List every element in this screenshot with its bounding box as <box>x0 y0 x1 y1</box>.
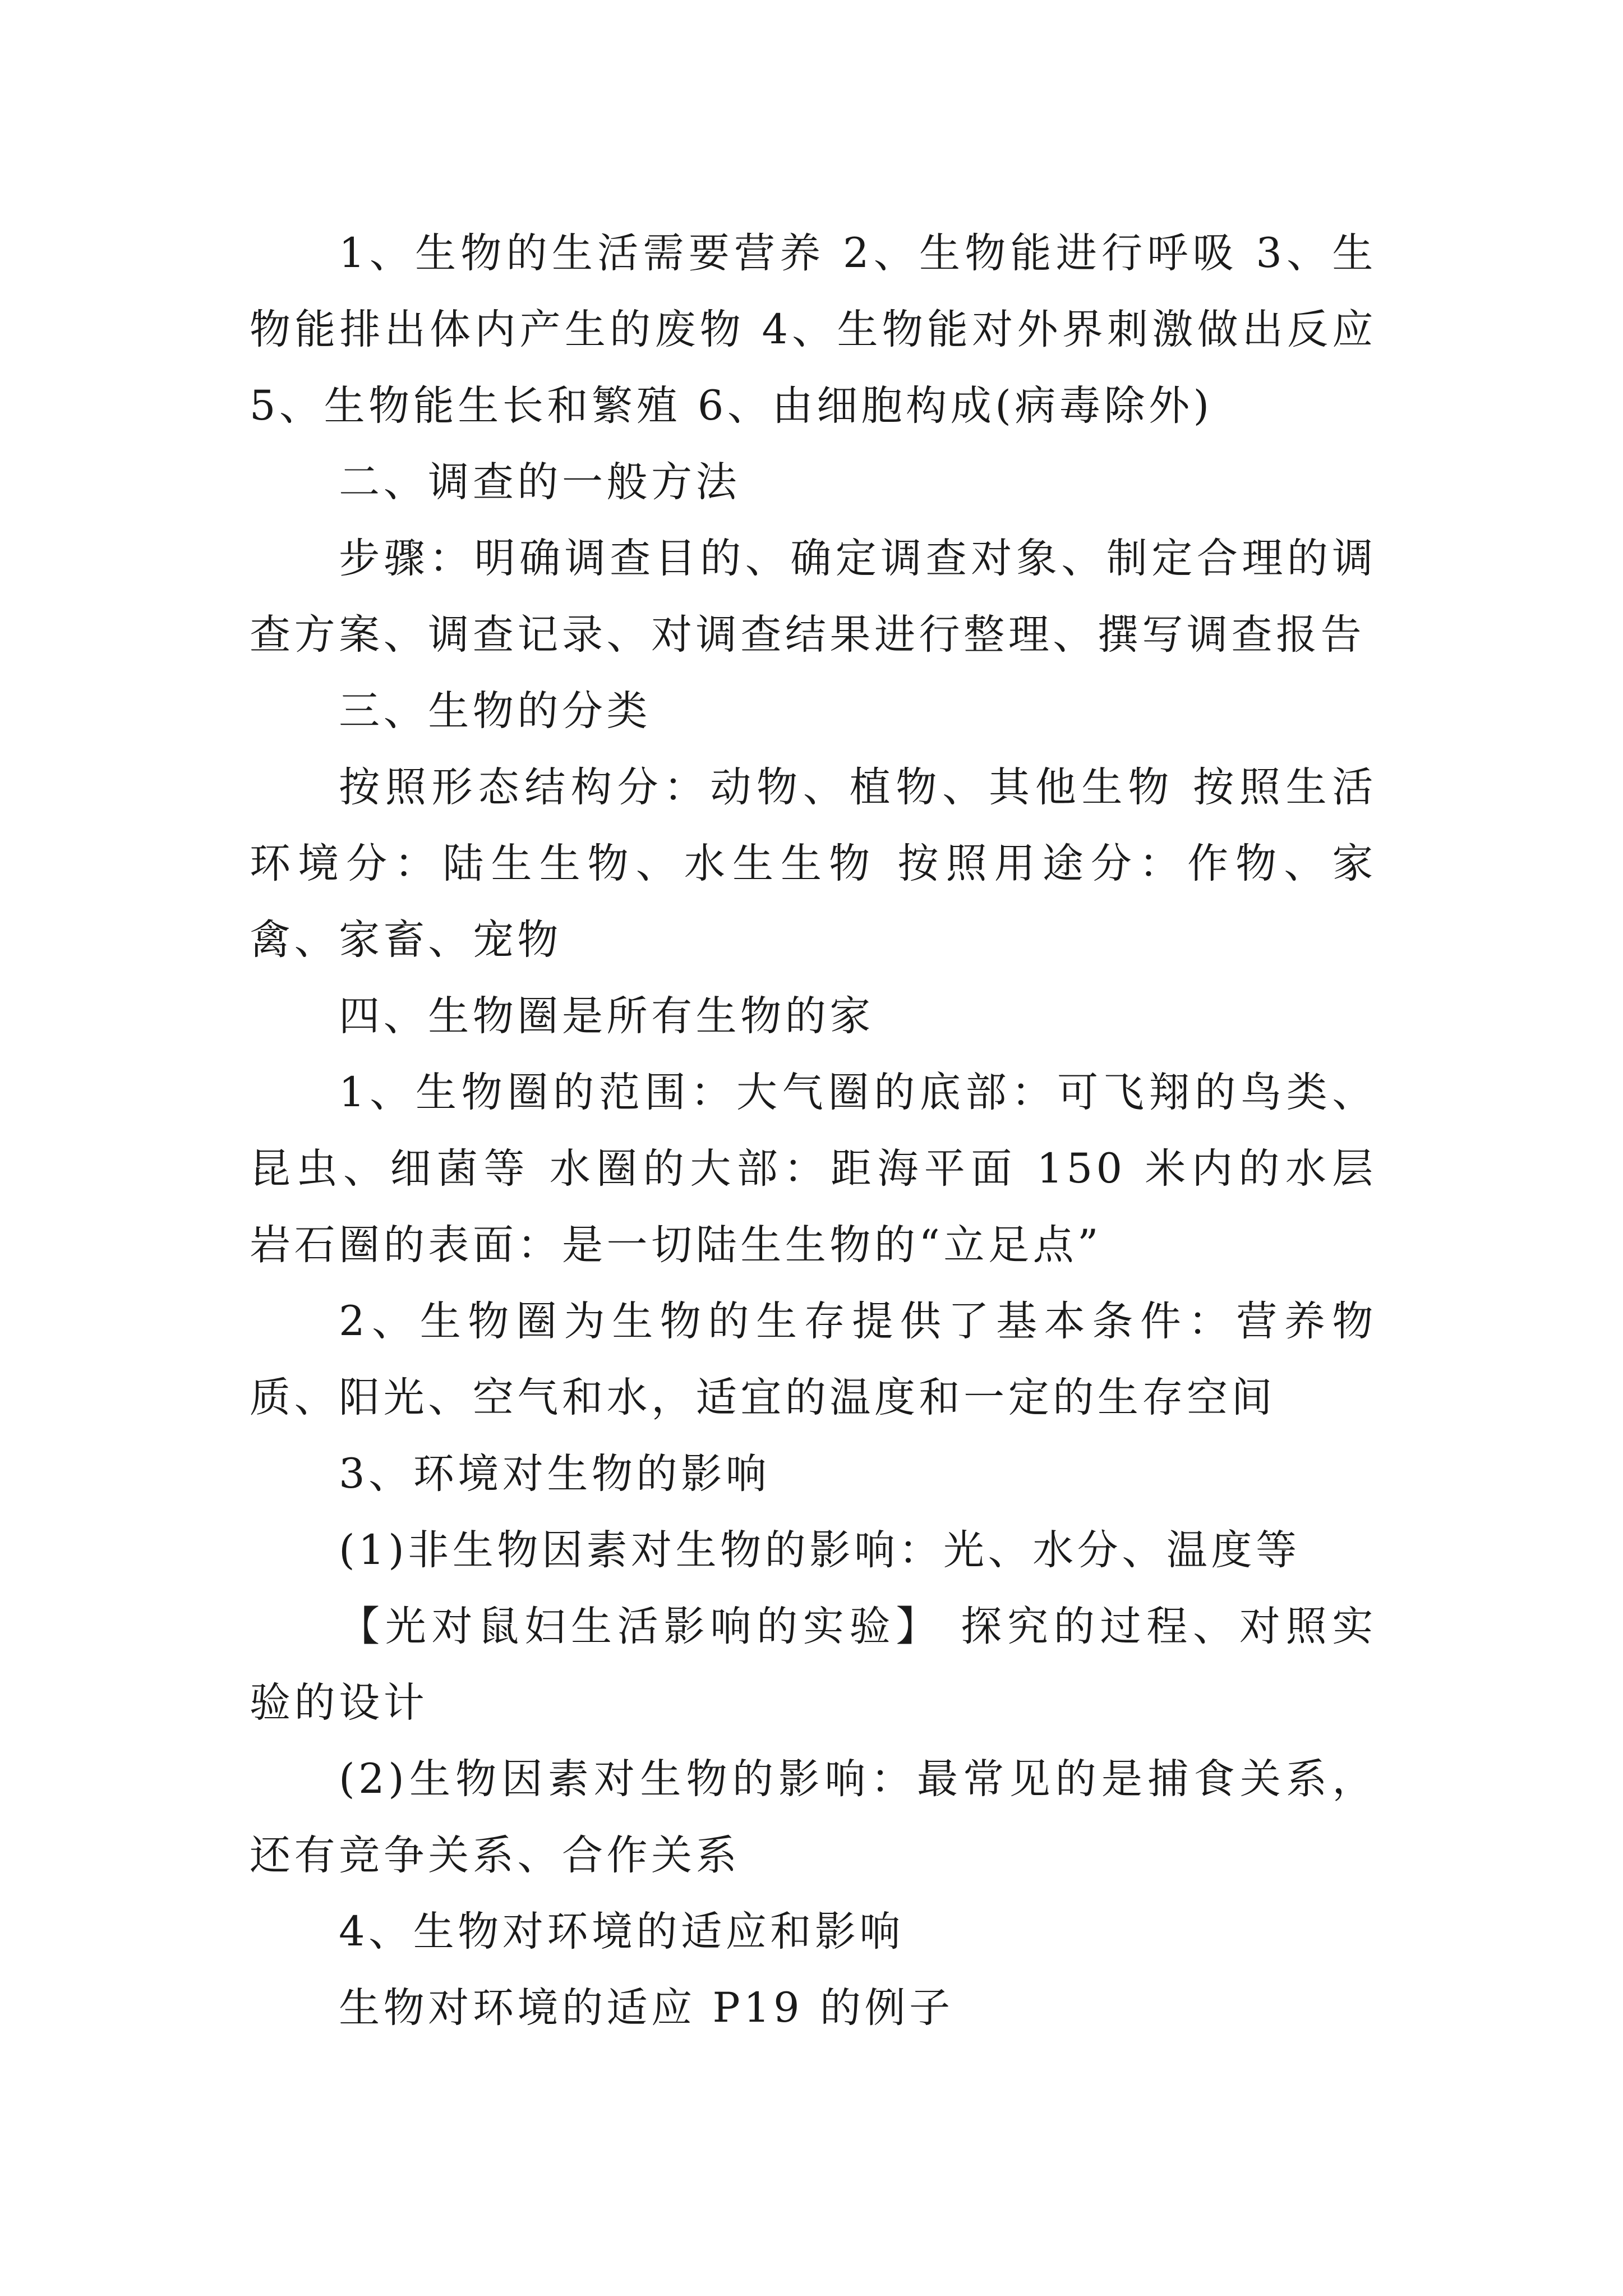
paragraph-biosphere-range: 1、生物圈的范围：大气圈的底部：可飞翔的鸟类、昆虫、细菌等 水圈的大部：距海平面 150 米内的水层 岩石圈的表面：是一切陆生生物的“立足点” <box>250 1069 1377 1269</box>
paragraph-biotic-factors: (2)生物因素对生物的影响：最常见的是捕食关系，还有竞争关系、合作关系 <box>250 1755 1377 1879</box>
document-body <box>250 215 1377 2046</box>
heading-classification: 三、生物的分类 <box>339 687 652 735</box>
paragraph-characteristics: 1、生物的生活需要营养 2、生物能进行呼吸 3、生物能排出体内产生的废物 4、生物能对外界刺激做出反应 5、生物能生长和繁殖 6、由细胞构成(病毒除外) <box>250 229 1377 430</box>
heading-biosphere: 四、生物圈是所有生物的家 <box>339 992 874 1040</box>
heading-environment-effect: 3、环境对生物的影响 <box>339 1450 771 1498</box>
heading-adaptation: 4、生物对环境的适应和影响 <box>339 1908 904 1955</box>
paragraph-survey-steps: 步骤：明确调查目的、确定调查对象、制定合理的调查方案、调查记录、对调查结果进行整理、撰写调查报告 <box>250 535 1377 659</box>
heading-survey-method: 二、调查的一般方法 <box>339 458 741 506</box>
paragraph-adaptation-example: 生物对环境的适应 P19 的例子 <box>339 1984 954 2032</box>
paragraph-classification: 按照形态结构分：动物、植物、其他生物 按照生活环境分：陆生生物、水生生物 按照用途分：作物、家禽、家畜、宠物 <box>250 763 1377 964</box>
paragraph-abiotic-factors: (1)非生物因素对生物的影响：光、水分、温度等 <box>339 1526 1301 1574</box>
paragraph-biosphere-conditions: 2、生物圈为生物的生存提供了基本条件：营养物质、阳光、空气和水，适宜的温度和一定的生存空间 <box>250 1297 1377 1421</box>
paragraph-experiment: 【光对鼠妇生活影响的实验】 探究的过程、对照实验的设计 <box>250 1603 1377 1727</box>
